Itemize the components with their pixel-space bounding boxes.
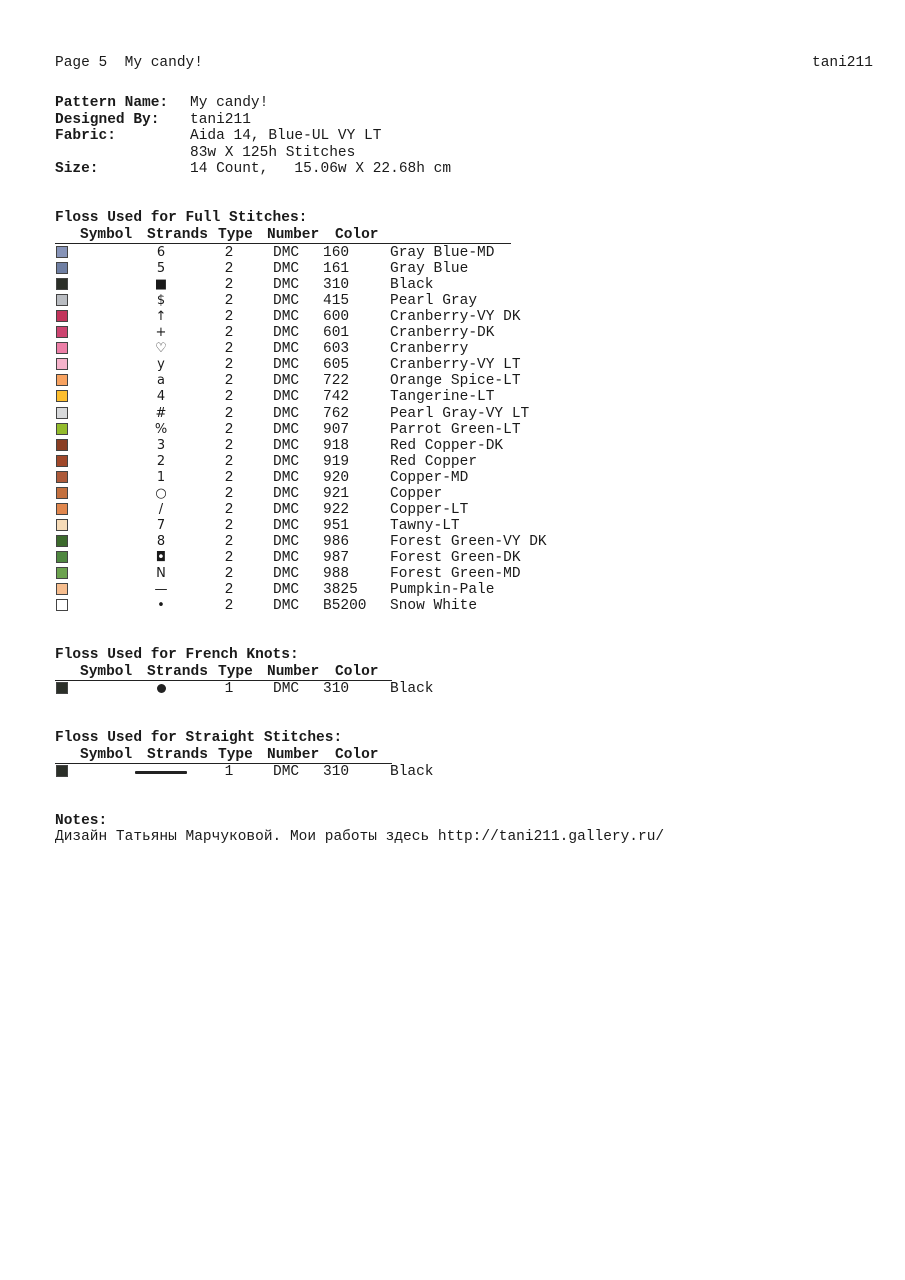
notes-title: Notes: [55,813,108,829]
color-swatch [56,358,68,370]
stitch-symbol-icon: 2 [156,453,166,469]
floss-type: DMC [273,681,300,697]
floss-color: Snow White [390,598,478,615]
floss-number: 3825 [323,582,358,599]
floss-number: 951 [323,517,350,534]
strands: 2 [224,566,234,582]
floss-color: Copper [390,485,443,502]
floss-color: Black [390,681,434,697]
floss-color: Cranberry-VY DK [390,309,521,326]
floss-color: Red Copper-DK [390,437,504,454]
floss-type: DMC [273,453,300,470]
floss-type: DMC [273,293,300,310]
color-swatch [56,487,68,499]
color-swatch [56,310,68,322]
floss-color: Black [390,277,434,294]
floss-number: 921 [323,485,350,502]
color-swatch [56,567,68,579]
stitch-symbol-icon: % [154,421,168,437]
floss-type: DMC [273,245,300,261]
floss-row [55,277,515,293]
floss-type: DMC [273,309,300,326]
col-color-header: Color [335,747,379,763]
color-swatch [56,765,68,777]
color-swatch [56,551,68,563]
floss-color: Forest Green-MD [390,566,521,582]
floss-row [55,502,515,518]
floss-row [55,373,521,390]
stitch-symbol-icon: 7 [156,517,166,533]
size: 14 Count, 15.06w X 22.68h cm [190,161,452,177]
color-swatch [56,374,68,386]
straight-line-icon [135,771,187,774]
strands: 2 [224,277,234,294]
color-swatch [56,390,68,402]
floss-number: 907 [323,421,350,438]
floss-number: 722 [323,373,350,390]
floss-number: 160 [323,245,350,261]
strands: 2 [224,293,234,310]
stitch-symbol-icon: 3 [156,437,166,453]
color-swatch [56,599,68,611]
floss-type: DMC [273,405,300,422]
floss-number: 605 [323,357,350,374]
floss-row [55,421,521,438]
color-swatch [56,278,68,290]
strands: 2 [224,469,234,486]
strands: 2 [224,309,234,326]
size-label: Size: [55,161,99,177]
strands: 2 [224,245,234,261]
floss-number: 919 [323,453,350,470]
stitch-symbol-icon: • [157,598,165,614]
page-header-right: tani211 [812,55,873,71]
stitch-symbol-icon: 4 [156,389,166,405]
floss-row [55,454,515,470]
french-knot-row [55,681,515,697]
floss-row [55,293,515,309]
col-symbol-header: Symbol [80,664,133,680]
floss-row [55,325,515,341]
notes-text: Дизайн Татьяны Марчуковой. Мои работы здесь http://tani211.gallery.ru/ [55,829,665,845]
stitch-symbol-icon: # [155,405,167,421]
floss-number: 988 [323,566,350,582]
strands: 2 [224,421,234,438]
floss-color: Gray Blue [390,261,469,278]
floss-row [55,309,521,326]
floss-color: Pearl Gray [390,293,478,310]
col-type-header: Type [218,747,253,763]
floss-type: DMC [273,437,300,454]
color-swatch [56,407,68,419]
color-swatch [56,246,68,258]
strands: 2 [224,405,234,422]
strands: 2 [224,373,234,390]
strands: 2 [224,341,234,358]
floss-number: 603 [323,341,350,358]
floss-number: 161 [323,261,350,278]
floss-row [55,566,521,582]
floss-color: Copper-MD [390,469,469,486]
stitch-symbol-icon: ○ [155,485,167,501]
floss-row [55,438,515,454]
stitch-symbol-icon: 6 [156,245,166,260]
color-swatch [56,519,68,531]
floss-type: DMC [273,566,300,582]
col-symbol-header: Symbol [80,227,133,243]
col-number-header: Number [267,227,320,243]
floss-color: Cranberry [390,341,469,358]
floss-type: DMC [273,341,300,358]
floss-color: Orange Spice-LT [390,373,521,390]
floss-row [55,582,515,598]
floss-number: 310 [323,764,350,780]
floss-row [55,245,515,261]
floss-type: DMC [273,469,300,486]
col-strands-header: Strands [147,227,208,243]
col-color-header: Color [335,227,379,243]
floss-type: DMC [273,517,300,534]
designed-by-label: Designed By: [55,112,160,128]
floss-row [55,598,515,614]
stitch-symbol-icon: 8 [156,533,166,549]
floss-row [55,389,515,405]
col-symbol-header: Symbol [80,747,133,763]
floss-type: DMC [273,357,300,374]
color-swatch [56,471,68,483]
color-swatch [56,294,68,306]
floss-color: Pumpkin-Pale [390,582,495,599]
floss-color: Parrot Green-LT [390,421,521,438]
stitch-symbol-icon: a [157,373,165,389]
floss-type: DMC [273,764,300,780]
floss-row [55,486,515,502]
fabric-label: Fabric: [55,128,116,144]
straight-stitch-row [55,764,515,780]
stitch-symbol-icon: ■ [154,277,168,293]
floss-number: 762 [323,405,350,422]
stitch-symbol-icon: ◘ [155,549,167,565]
floss-type: DMC [273,421,300,438]
knot-dot-icon [135,681,187,697]
stitch-symbol-icon: 5 [156,261,166,277]
stitch-symbol-icon: + [155,325,167,341]
floss-color: Cranberry-DK [390,325,495,342]
floss-color: Red Copper [390,453,478,470]
floss-number: 986 [323,533,350,550]
stitch-count: 83w X 125h Stitches [190,145,356,161]
floss-type: DMC [273,598,300,615]
col-type-header: Type [218,227,253,243]
col-strands-header: Strands [147,747,208,763]
strands: 1 [224,681,234,697]
floss-color: Tangerine-LT [390,389,495,406]
color-swatch [56,439,68,451]
floss-number: B5200 [323,598,367,615]
strands: 2 [224,357,234,374]
floss-type: DMC [273,501,300,518]
floss-type: DMC [273,389,300,406]
floss-row [55,261,515,277]
floss-number: 600 [323,309,350,326]
strands: 2 [224,549,234,566]
page-header-left: Page 5 My candy! [55,55,203,71]
floss-row [55,533,547,550]
floss-type: DMC [273,582,300,599]
floss-color: Copper-LT [390,501,469,518]
strands: 2 [224,325,234,342]
color-swatch [56,535,68,547]
floss-type: DMC [273,485,300,502]
color-swatch [56,423,68,435]
strands: 2 [224,598,234,615]
stitch-symbol-icon: — [154,582,168,598]
stitch-symbol-icon: 1 [156,469,166,485]
col-number-header: Number [267,747,320,763]
strands: 2 [224,517,234,534]
color-swatch [56,503,68,515]
strands: 2 [224,261,234,278]
floss-number: 415 [323,293,350,310]
col-strands-header: Strands [147,664,208,680]
stitch-symbol-icon: ↑ [155,309,167,325]
pattern-name-label: Pattern Name: [55,95,169,111]
stitch-symbol-icon: $ [156,293,166,309]
floss-color: Cranberry-VY LT [390,357,521,374]
color-swatch [56,583,68,595]
col-color-header: Color [335,664,379,680]
strands: 2 [224,501,234,518]
strands: 2 [224,582,234,599]
stitch-symbol-icon: ♡ [155,341,167,357]
floss-type: DMC [273,373,300,390]
col-type-header: Type [218,664,253,680]
straight-stitches-title: Floss Used for Straight Stitches: [55,730,343,746]
floss-number: 310 [323,277,350,294]
color-swatch [56,455,68,467]
floss-type: DMC [273,277,300,294]
strands: 1 [224,764,234,780]
floss-type: DMC [273,549,300,566]
floss-type: DMC [273,533,300,550]
strands: 2 [224,485,234,502]
floss-number: 310 [323,681,350,697]
floss-type: DMC [273,261,300,278]
floss-row [55,518,515,534]
stitch-symbol-icon: / [158,501,164,517]
strands: 2 [224,437,234,454]
floss-number: 918 [323,437,350,454]
floss-row [55,341,515,357]
floss-row [55,470,515,486]
floss-color: Black [390,764,434,780]
color-swatch [56,342,68,354]
floss-type: DMC [273,325,300,342]
floss-color: Gray Blue-MD [390,245,495,261]
floss-color: Forest Green-DK [390,549,521,566]
stitch-symbol-icon: y [157,357,165,373]
col-number-header: Number [267,664,320,680]
floss-number: 922 [323,501,350,518]
designed-by: tani211 [190,112,251,128]
floss-number: 987 [323,549,350,566]
strands: 2 [224,533,234,550]
floss-number: 601 [323,325,350,342]
floss-row [55,357,521,374]
floss-color: Pearl Gray-VY LT [390,405,530,422]
french-knots-title: Floss Used for French Knots: [55,647,299,663]
color-swatch [56,326,68,338]
color-swatch [56,262,68,274]
strands: 2 [224,453,234,470]
stitch-symbol-icon: N [156,566,166,581]
floss-color: Forest Green-VY DK [390,533,547,550]
floss-row [55,549,521,566]
floss-row [55,405,530,422]
pattern-name: My candy! [190,95,269,111]
color-swatch [56,682,68,694]
floss-number: 742 [323,389,350,406]
fabric: Aida 14, Blue-UL VY LT [190,128,382,144]
floss-number: 920 [323,469,350,486]
floss-color: Tawny-LT [390,517,460,534]
strands: 2 [224,389,234,406]
full-stitches-title: Floss Used for Full Stitches: [55,210,308,226]
full-stitches-rule [55,243,511,244]
